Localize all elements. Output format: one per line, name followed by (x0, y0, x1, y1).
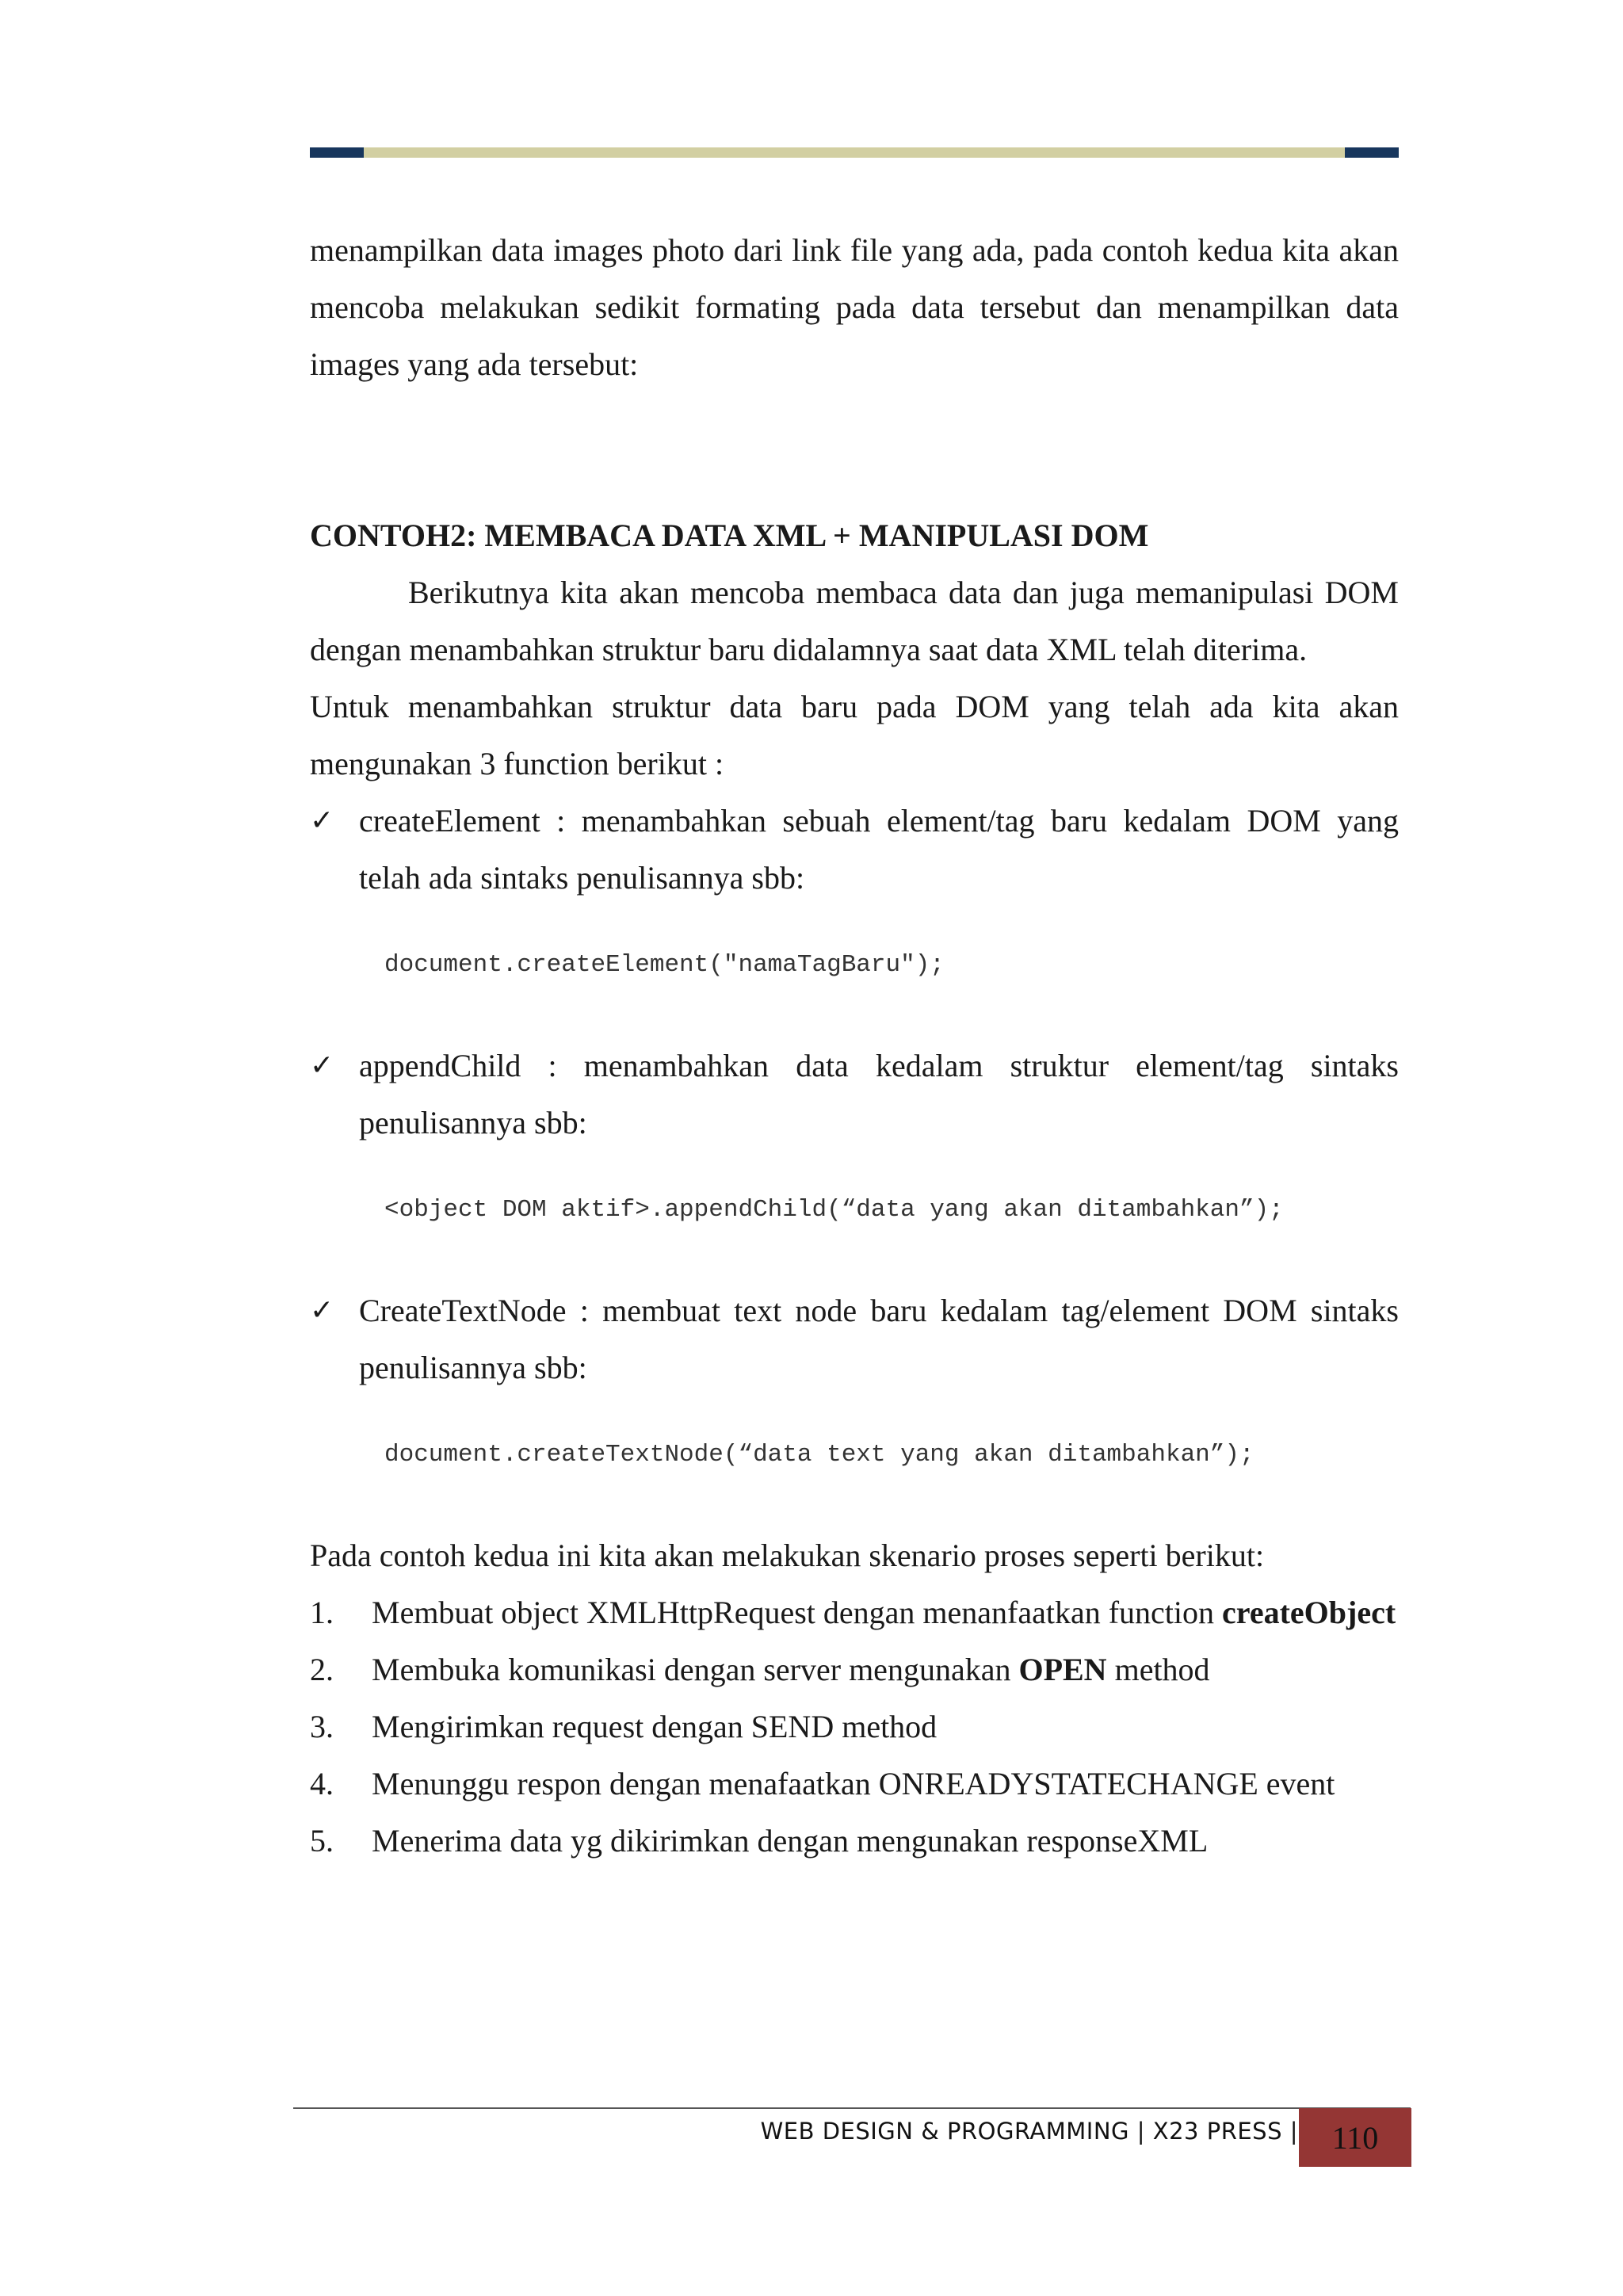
scenario-step (310, 1755, 1399, 1813)
function-item-appendchild (310, 1037, 1399, 1152)
scenario-step (310, 1641, 1399, 1698)
step-number: 2. (310, 1652, 334, 1687)
header-rule-right-accent (1345, 147, 1399, 158)
scenario-intro: Pada contoh kedua ini kita akan melakukan skenario proses seperti berikut: (310, 1538, 1265, 1573)
intro-paragraph: menampilkan data images photo dari link file yang ada, pada contoh kedua kita akan mencoba melakukan sedikit formating pada data tersebut dan menampilkan data images yang ada tersebut: (310, 232, 1399, 382)
step-keyword: createObject (1222, 1595, 1396, 1630)
step-text: Membuka komunikasi dengan server mengunakan (372, 1652, 1019, 1687)
header-rule-left-accent (310, 147, 364, 158)
check-mark-icon: ✓ (310, 1294, 334, 1327)
section-paragraph-2: Untuk menambahkan struktur data baru pada DOM yang telah ada kita akan mengunakan 3 function berikut : (310, 689, 1399, 781)
check-mark-icon: ✓ (310, 1049, 334, 1082)
check-mark-icon: ✓ (310, 804, 334, 837)
step-number: 5. (310, 1823, 334, 1859)
scenario-step (310, 1698, 1399, 1755)
code-snippet-createtextnode: document.createTextNode(“data text yang akan ditambahkan”); (384, 1441, 1254, 1469)
step-text: Menerima data yg dikirimkan dengan mengunakan responseXML (372, 1823, 1209, 1859)
step-number: 3. (310, 1709, 334, 1744)
header-rule-bar (364, 147, 1345, 158)
code-snippet-appendchild: <object DOM aktif>.appendChild(“data yang akan ditambahkan”); (384, 1196, 1284, 1224)
scenario-step (310, 1584, 1399, 1641)
footer-rule (293, 2107, 1411, 2109)
step-text-after: method (1106, 1652, 1210, 1687)
section-paragraph-1: Berikutnya kita akan mencoba membaca data dan juga memanipulasi DOM dengan menambahkan struktur baru didalamnya saat data XML telah diterima. (310, 575, 1399, 667)
page-number: 110 (1299, 2108, 1411, 2167)
header-rule (310, 147, 1399, 158)
step-number: 4. (310, 1766, 334, 1801)
step-keyword: OPEN (1018, 1652, 1107, 1687)
step-number: 1. (310, 1595, 334, 1630)
function-description: appendChild : menambahkan data kedalam struktur element/tag sintaks penulisannya sbb: (359, 1048, 1399, 1140)
function-description: createElement : menambahkan sebuah element/tag baru kedalam DOM yang telah ada sintaks penulisannya sbb: (359, 803, 1399, 896)
intro-block (310, 222, 1399, 393)
code-snippet-createelement: document.createElement("namaTagBaru"); (384, 951, 945, 979)
section-contoh2 (310, 507, 1399, 1870)
step-text: Membuat object XMLHttpRequest dengan menanfaatkan function (372, 1595, 1223, 1630)
section-heading: CONTOH2: MEMBACA DATA XML + MANIPULASI DOM (310, 518, 1149, 553)
function-description: CreateTextNode : membuat text node baru kedalam tag/element DOM sintaks penulisannya sbb: (359, 1293, 1399, 1385)
footer-title: WEB DESIGN & PROGRAMMING | X23 PRESS | (760, 2118, 1298, 2145)
scenario-step (310, 1813, 1399, 1870)
step-text: Menunggu respon dengan menafaatkan ONREADYSTATECHANGE event (372, 1766, 1335, 1801)
function-item-createtextnode (310, 1282, 1399, 1396)
step-text: Mengirimkan request dengan SEND method (372, 1709, 938, 1744)
function-item-createelement (310, 793, 1399, 907)
